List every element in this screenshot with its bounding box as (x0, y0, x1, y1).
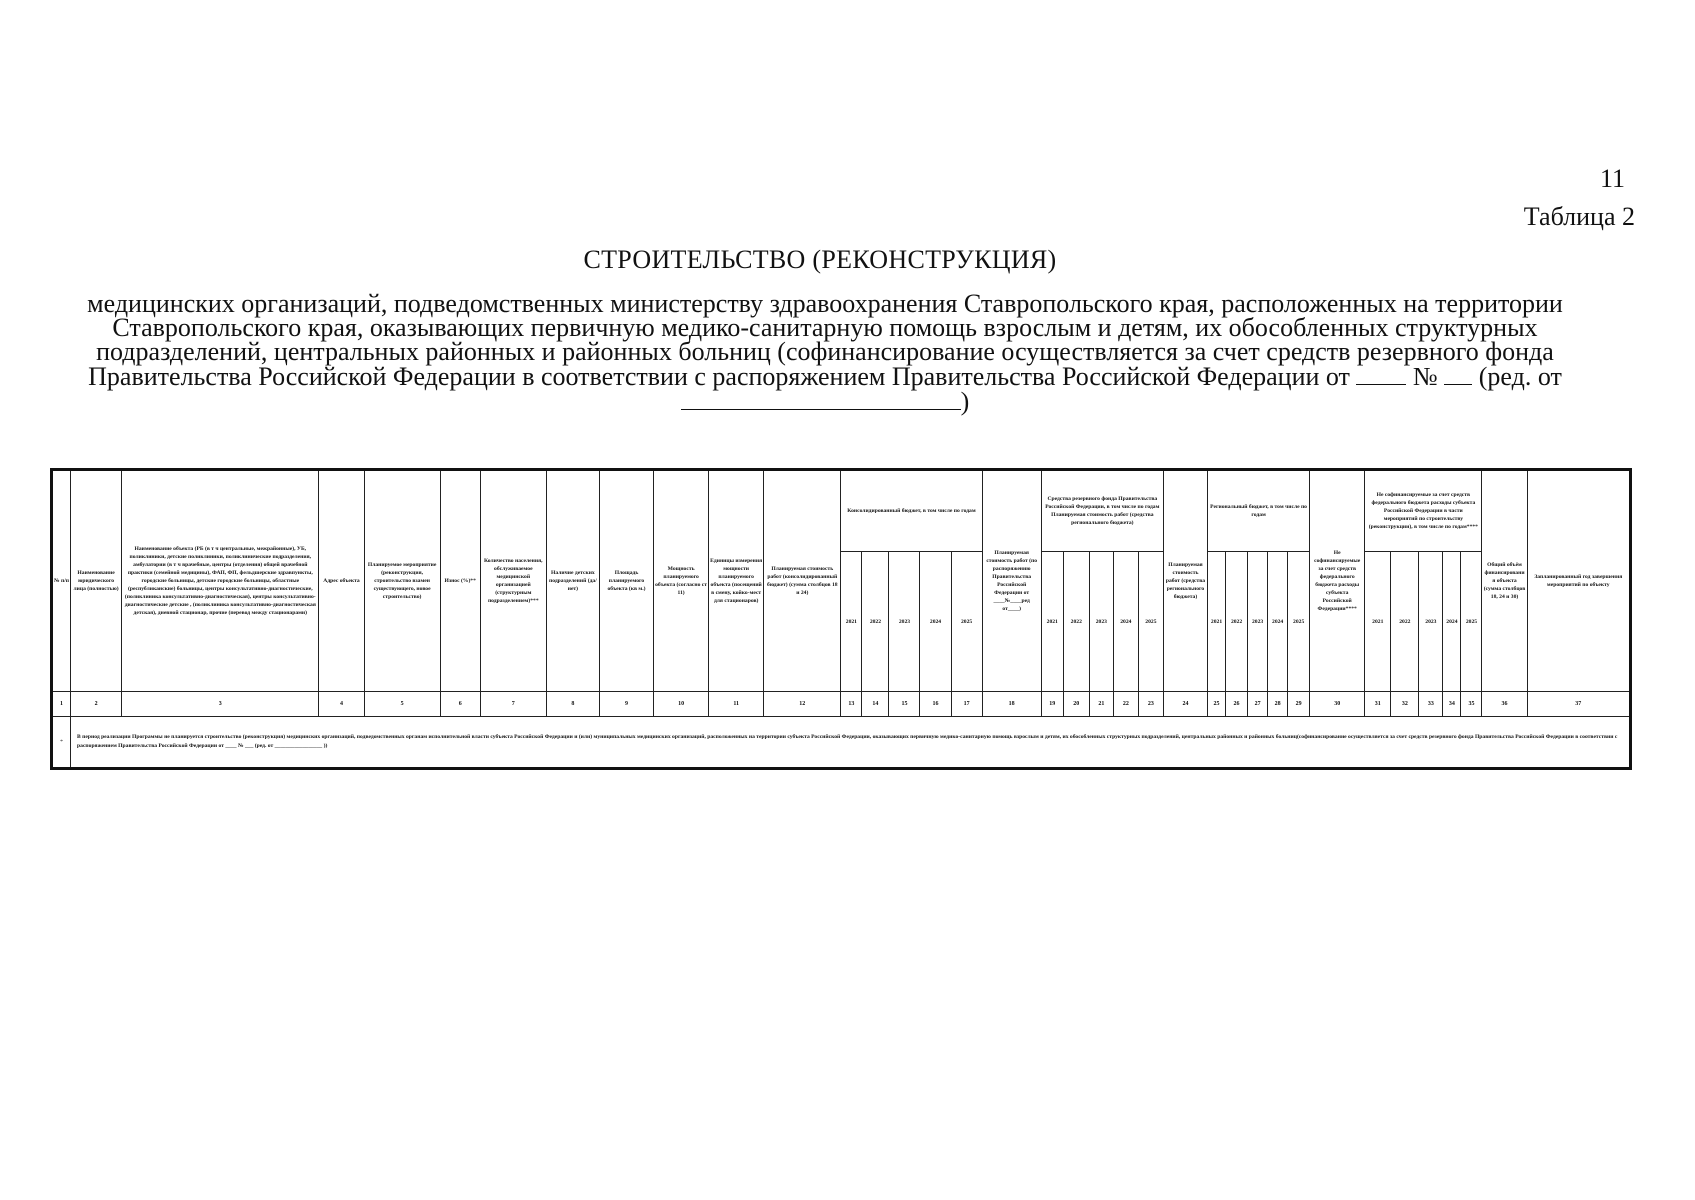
header-cell: № п/п (52, 470, 71, 692)
header-cell: Количество населения, обслуживаемое медицинской организацией (структурным подразделением)*** (480, 470, 546, 692)
document-subtitle (60, 289, 1590, 416)
column-number: 23 (1138, 692, 1163, 717)
column-number: 27 (1248, 692, 1268, 717)
group-header-regional: Региональный бюджет, в том числе по годам (1208, 470, 1310, 552)
header-cell: Планируемая стоимость работ (консолидированный бюджет) (сумма столбцов 18 и 24) (764, 470, 841, 692)
column-number: 15 (889, 692, 920, 717)
year-cell: 2024 (1268, 552, 1288, 692)
subtitle-number-sign: № (1412, 362, 1438, 391)
column-number: 9 (599, 692, 653, 717)
header-cell: Планируемая стоимость работ (средства регионального бюджета) (1163, 470, 1207, 692)
year-cell: 2024 (920, 552, 951, 692)
year-cell: 2021 (1365, 552, 1391, 692)
year-cell: 2022 (1226, 552, 1248, 692)
page-number: 11 (1599, 164, 1625, 193)
year-cell: 2021 (1208, 552, 1226, 692)
group-header-reserve-fund: Средства резервного фонда Правительства Российской Федерации, в том числе по годам Планируемая стоимость работ (средства регионального бюджета) (1041, 470, 1163, 552)
column-number: 25 (1208, 692, 1226, 717)
note-row (52, 717, 1631, 769)
column-number: 37 (1527, 692, 1630, 717)
header-cell: Не софинансируемые за счет средств федерального бюджета расходы субъекта Российской Федерации**** (1310, 470, 1365, 692)
year-cell: 2021 (1041, 552, 1063, 692)
year-cell: 2025 (951, 552, 982, 692)
column-number: 11 (709, 692, 764, 717)
number-blank (1444, 364, 1472, 385)
date-blank (1356, 364, 1406, 385)
year-cell: 2022 (1391, 552, 1419, 692)
column-number-row (52, 692, 1631, 717)
column-number: 33 (1419, 692, 1443, 717)
header-cell: Планируемое мероприятие (реконструкция, строительство взамен существующего, новое строительство) (364, 470, 440, 692)
revision-blank (681, 389, 961, 410)
column-number: 2 (71, 692, 122, 717)
header-row-top (52, 470, 1631, 552)
year-cell: 2024 (1113, 552, 1138, 692)
document-title: СТРОИТЕЛЬСТВО (РЕКОНСТРУКЦИЯ) (583, 245, 1057, 274)
column-number: 6 (440, 692, 480, 717)
year-cell: 2022 (1063, 552, 1089, 692)
year-cell: 2021 (841, 552, 862, 692)
column-number: 7 (480, 692, 546, 717)
column-number: 36 (1482, 692, 1527, 717)
header-cell: Адрес объекта (319, 470, 364, 692)
column-number: 17 (951, 692, 982, 717)
column-number: 5 (364, 692, 440, 717)
column-number: 34 (1443, 692, 1461, 717)
construction-table (50, 468, 1632, 770)
note-text: В период реализации Программы не планируется строительство (реконструкция) медицинских организаций, подведомственных органам исполнительной власти субъекта Российской Федерации и (или) муниципальных медицинских организаций, расположенных на территории субъекта Российской Федерации, оказывающих первичную медико-санитарную помощь взрослым и детям, их обособленных структурных подразделений, центральных районных и районных больниц(софинансирование осуществляется за счет средств резервного фонда Правительства Российской Федерации в соответствии с распоряжением Правительства Российской Федерации от ____ № ___ (ред. от _________________ )) (71, 717, 1631, 769)
column-number: 13 (841, 692, 862, 717)
column-number: 30 (1310, 692, 1365, 717)
subtitle-closing-paren: ) (960, 387, 970, 416)
header-cell: Планируемая стоимость работ (по распоряжению Правительства Российской Федерации от ____№____ред от____) (982, 470, 1041, 692)
column-number: 1 (52, 692, 71, 717)
column-number: 19 (1041, 692, 1063, 717)
header-cell: Мощность планируемого объекта (согласно ст 11) (654, 470, 709, 692)
year-cell: 2023 (1089, 552, 1113, 692)
column-number: 31 (1365, 692, 1391, 717)
group-header-non-cofinanced: Не софинансируемые за счет средств федерального бюджета расходы субъекта Российской Федерации в части мероприятий по строительству (реконструкции), в том числе по годам**** (1365, 470, 1482, 552)
year-cell: 2025 (1288, 552, 1310, 692)
header-cell: Износ (%)** (440, 470, 480, 692)
year-cell: 2024 (1443, 552, 1461, 692)
column-number: 22 (1113, 692, 1138, 717)
column-number: 35 (1461, 692, 1482, 717)
year-cell: 2025 (1138, 552, 1163, 692)
column-number: 26 (1226, 692, 1248, 717)
header-cell: Площадь планируемого объекта (кв м.) (599, 470, 653, 692)
header-cell: Единицы измерения мощности планируемого объекта (посещений в смену, койко-мест для стационаров) (709, 470, 764, 692)
header-cell: Наименование объекта (РБ (в т ч центральные, межрайонные), УБ, поликлиники, детские поликлиники, поликлинические подразделения, амбулатории (в т ч врачебные, центры (отделения) общей врачебной практики (семейной медицины), ФАП, ФП, фельдшерские здравпункты, городские больницы, детские городские больницы, областные (республиканские) больницы, центры консультативно-диагностические, (поликлиника консультативно-диагностическая), центры консультативно-диагностические детские , (поликлиника консультативно-диагностическая детская), дневной стационар, прочие (перевод между стационарами) (122, 470, 319, 692)
subtitle-revision-text: (ред. от (1478, 362, 1562, 391)
subtitle-main-text: медицинских организаций, подведомственных министерству здравоохранения Ставропольского края, расположенных на территории Ставропольского края, оказывающих первичную медико-санитарную помощь взрослым и детям, их обособленных структурных подразделений, центральных районных и районных больниц (софинансирование осуществляется за счет средств резервного фонда Правительства Российской Федерации в соответствии с распоряжением Правительства Российской Федерации от (87, 289, 1563, 391)
column-number: 10 (654, 692, 709, 717)
column-number: 28 (1268, 692, 1288, 717)
header-cell: Общий объём финансирования объекта (сумма столбцов 18, 24 и 30) (1482, 470, 1527, 692)
column-number: 4 (319, 692, 364, 717)
header-cell: Наименование юридического лица (полностью) (71, 470, 122, 692)
column-number: 20 (1063, 692, 1089, 717)
column-number: 14 (862, 692, 889, 717)
column-number: 16 (920, 692, 951, 717)
group-header-consolidated: Консолидированный бюджет, в том числе по годам (841, 470, 982, 552)
table-label: Таблица 2 (1523, 202, 1635, 231)
column-number: 24 (1163, 692, 1207, 717)
column-number: 32 (1391, 692, 1419, 717)
column-number: 12 (764, 692, 841, 717)
header-cell: Наличие детских подразделений (да/нет) (546, 470, 599, 692)
column-number: 29 (1288, 692, 1310, 717)
note-marker: * (52, 717, 71, 769)
column-number: 8 (546, 692, 599, 717)
year-cell: 2025 (1461, 552, 1482, 692)
year-cell: 2023 (1248, 552, 1268, 692)
column-number: 21 (1089, 692, 1113, 717)
year-cell: 2023 (889, 552, 920, 692)
column-number: 3 (122, 692, 319, 717)
year-cell: 2022 (862, 552, 889, 692)
header-cell: Запланированный год завершения мероприятий по объекту (1527, 470, 1630, 692)
column-number: 18 (982, 692, 1041, 717)
year-cell: 2023 (1419, 552, 1443, 692)
